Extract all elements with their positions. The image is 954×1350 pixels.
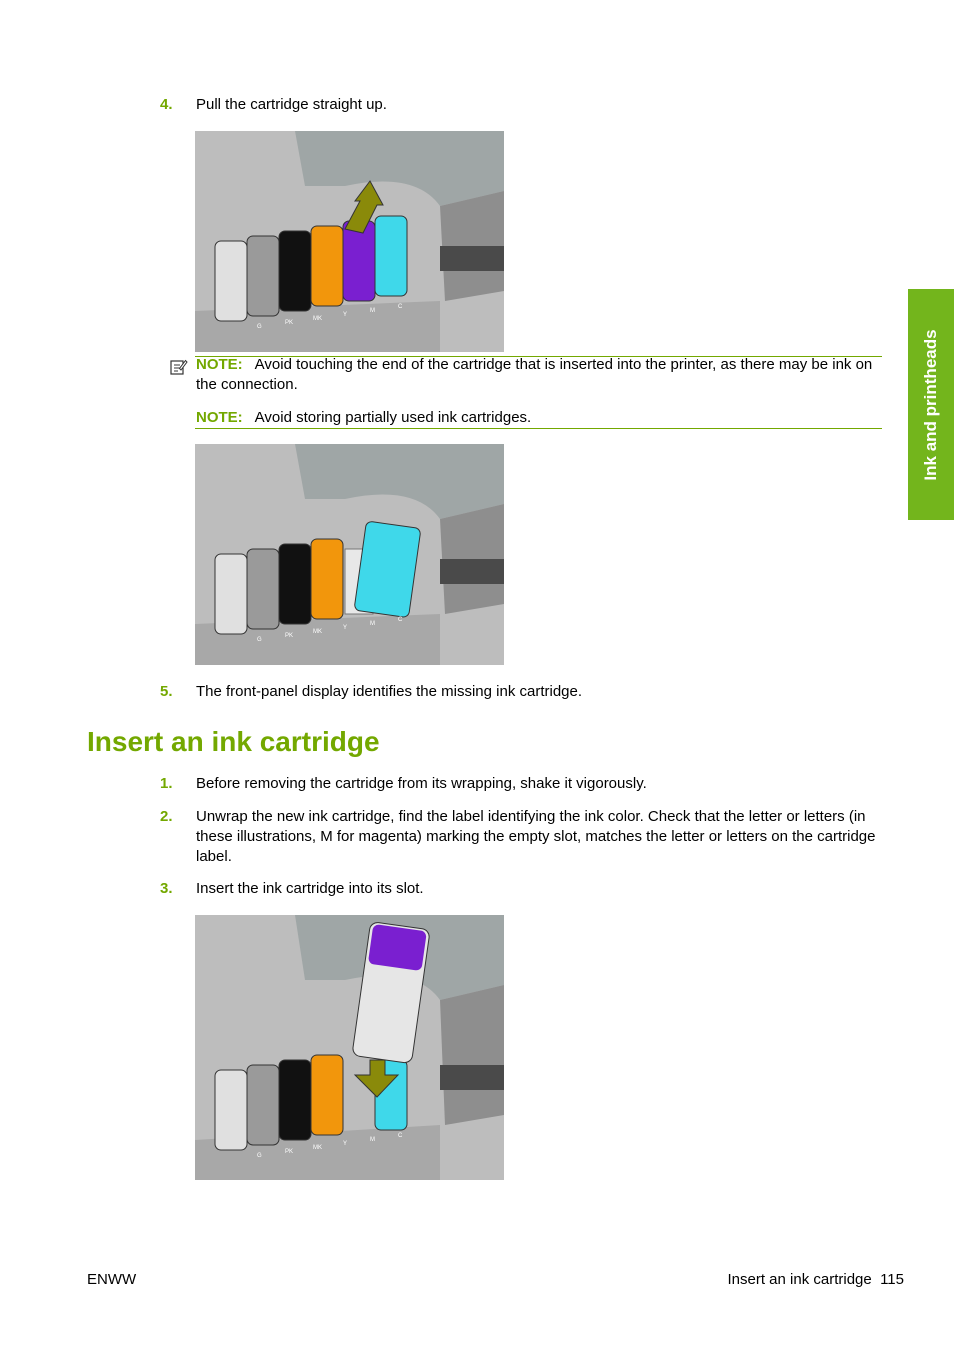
cartridge-light-gray	[215, 241, 247, 321]
slot-label: Y	[343, 312, 348, 318]
printer-illustration	[195, 444, 504, 665]
cartridge-yellow	[311, 1055, 343, 1135]
slot-label: MK	[313, 629, 322, 635]
step-number: 1.	[160, 775, 173, 792]
cartridge-gray	[247, 236, 279, 316]
figure-pull-cartridge	[195, 131, 504, 352]
cartridge-cyan	[354, 521, 421, 618]
cartridge-black	[279, 544, 311, 624]
step-text: Before removing the cartridge from its wrapping, shake it vigorously.	[196, 775, 647, 792]
slot-label: MK	[313, 1145, 322, 1151]
slot-label: C	[398, 304, 403, 310]
cartridge-magenta	[343, 221, 375, 301]
figure-empty-slot	[195, 444, 504, 665]
step-number: 5.	[160, 683, 173, 700]
cartridge-light-gray	[215, 554, 247, 634]
note-text: Avoid touching the end of the cartridge that is inserted into the printer, as there may be ink on the connection.	[196, 356, 873, 393]
step-text: Unwrap the new ink cartridge, find the label identifying the ink color. Check that the letter or letters (in these illustrations, M for magenta) marking the empty slot, matches the letter or letters on the cartridge label.	[196, 808, 876, 865]
printer-illustration	[195, 915, 504, 1180]
note-label: NOTE:	[196, 356, 243, 373]
footer-right	[727, 1271, 904, 1288]
step-text: The front-panel display identifies the missing ink cartridge.	[196, 683, 583, 700]
step-number: 4.	[160, 96, 173, 113]
cartridge-black	[279, 1060, 311, 1140]
footer-section-name: Insert an ink cartridge	[727, 1271, 872, 1288]
cartridge-yellow	[311, 226, 343, 306]
slot-label: M	[370, 621, 375, 627]
slot-label: PK	[285, 320, 294, 326]
cartridge-black	[279, 231, 311, 311]
slot-label: G	[257, 324, 262, 330]
cartridge-light-gray	[215, 1070, 247, 1150]
cartridge-cyan	[375, 216, 407, 296]
printer-illustration	[195, 131, 504, 352]
slot-label: M	[370, 308, 375, 314]
step-number: 2.	[160, 808, 173, 825]
slot-label: Y	[343, 625, 348, 631]
footer-left: ENWW	[87, 1271, 137, 1288]
section-title: Insert an ink cartridge	[87, 726, 380, 757]
slot-label: M	[370, 1137, 375, 1143]
slot-label: Y	[343, 1141, 348, 1147]
slot-label: MK	[313, 316, 322, 322]
chapter-side-tab-label: Ink and printheads	[921, 328, 940, 481]
note	[196, 355, 882, 395]
step-number: 3.	[160, 880, 173, 897]
slot-label: G	[257, 637, 262, 643]
step-text: Insert the ink cartridge into its slot.	[196, 880, 424, 897]
page-number: 115	[880, 1271, 904, 1288]
slot-label: PK	[285, 633, 294, 639]
slot-label: G	[257, 1153, 262, 1159]
chapter-side-tab	[908, 289, 954, 520]
note	[196, 408, 882, 428]
slot-label: PK	[285, 1149, 294, 1155]
cartridge-gray	[247, 549, 279, 629]
note-rule	[195, 428, 882, 429]
note-label: NOTE:	[196, 409, 243, 426]
cartridge-yellow	[311, 539, 343, 619]
step-text: Pull the cartridge straight up.	[196, 96, 387, 113]
note-text: Avoid storing partially used ink cartridges.	[254, 409, 532, 426]
figure-insert-cartridge	[195, 915, 504, 1180]
slot-label: C	[398, 617, 403, 623]
note-icon	[170, 358, 188, 376]
slot-label: C	[398, 1133, 403, 1139]
cartridge-gray	[247, 1065, 279, 1145]
